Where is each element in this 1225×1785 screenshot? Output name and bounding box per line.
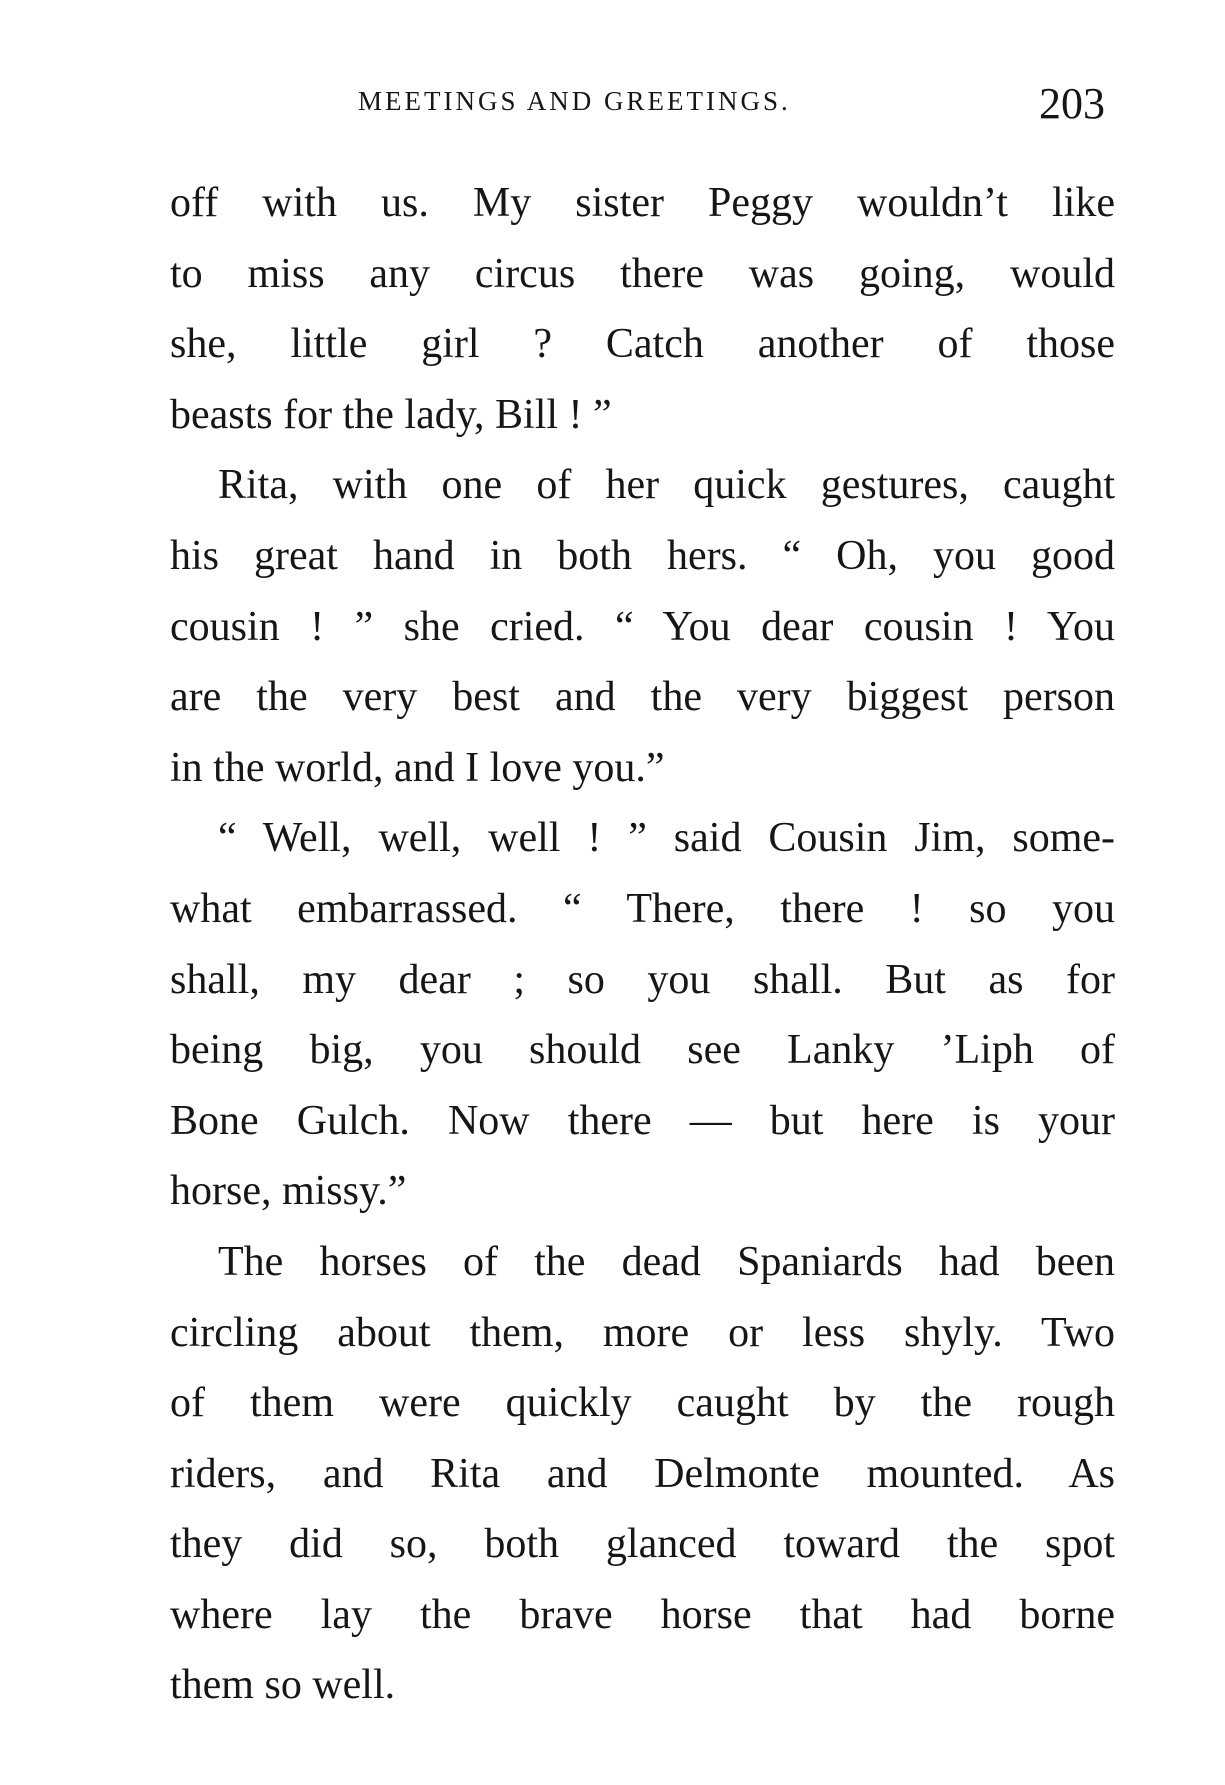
text-line: The horses of the dead Spaniards had been bbox=[218, 1238, 1115, 1285]
text-line: in the world, and I love you.” bbox=[170, 744, 665, 791]
running-title: MEETINGS AND GREETINGS. bbox=[358, 86, 791, 116]
page-header bbox=[170, 78, 1105, 128]
text-line: where lay the brave horse that had borne bbox=[170, 1591, 1115, 1638]
text-line: beasts for the lady, Bill ! ” bbox=[170, 391, 612, 438]
text-line: they did so, both glanced toward the spot bbox=[170, 1521, 1115, 1568]
text-line: to miss any circus there was going, would bbox=[170, 250, 1115, 297]
paragraph-3 bbox=[170, 803, 1115, 1227]
text-line: his great hand in both hers. “ Oh, you good bbox=[170, 532, 1115, 579]
text-line: Rita, with one of her quick gestures, caught bbox=[218, 462, 1115, 509]
text-line: riders, and Rita and Delmonte mounted. As bbox=[170, 1450, 1115, 1497]
text-line: them so well. bbox=[170, 1662, 396, 1709]
body-text bbox=[170, 168, 1115, 1721]
text-line: being big, you should see Lanky ’Liph of bbox=[170, 1027, 1115, 1074]
text-line: “ Well, well, well ! ” said Cousin Jim, some- bbox=[218, 815, 1115, 862]
text-line: horse, missy.” bbox=[170, 1168, 407, 1215]
paragraph-2 bbox=[170, 450, 1115, 803]
text-line: shall, my dear ; so you shall. But as for bbox=[170, 956, 1115, 1003]
text-line: she, little girl ? Catch another of those bbox=[170, 321, 1115, 368]
text-line: cousin ! ” she cried. “ You dear cousin ! You bbox=[170, 603, 1115, 650]
text-line: what embarrassed. “ There, there ! so you bbox=[170, 885, 1115, 932]
text-line: off with us. My sister Peggy wouldn’t like bbox=[170, 180, 1115, 226]
text-line: circling about them, more or less shyly. Two bbox=[170, 1309, 1115, 1356]
text-line: Bone Gulch. Now there — but here is your bbox=[170, 1097, 1115, 1144]
paragraph-4 bbox=[170, 1227, 1115, 1721]
text-line: are the very best and the very biggest person bbox=[170, 674, 1115, 721]
page-number: 203 bbox=[1039, 79, 1105, 128]
paragraph-1 bbox=[170, 168, 1115, 450]
text-line: of them were quickly caught by the rough bbox=[170, 1380, 1115, 1427]
